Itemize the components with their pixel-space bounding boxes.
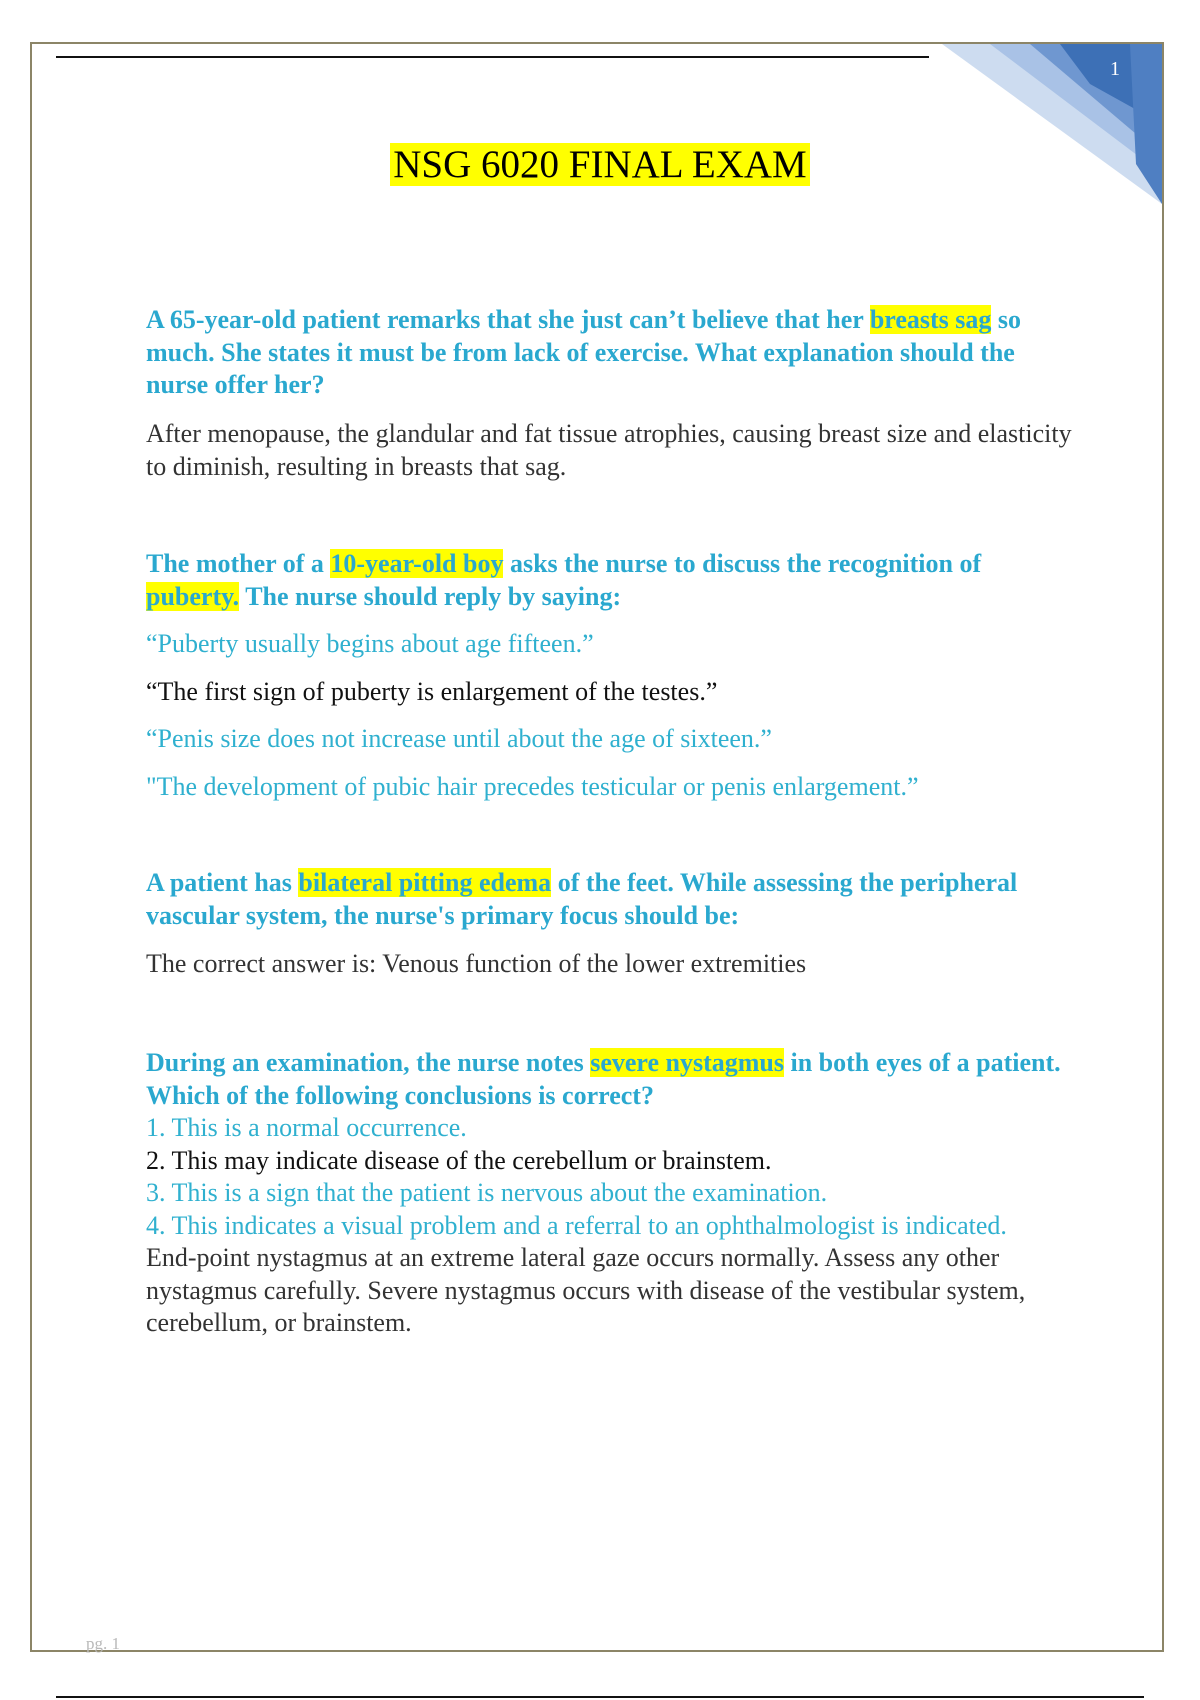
question-4-option-4: 4. This indicates a visual problem and a referral to an ophthalmologist is indicated. xyxy=(146,1210,1007,1240)
footer-rule xyxy=(56,1696,1144,1698)
question-2-prefix: The mother of a xyxy=(146,549,331,578)
question-2-option-3: “Penis size does not increase until about the age of sixteen.” xyxy=(146,724,772,753)
answer-3: The correct answer is: Venous function of the lower extremities xyxy=(146,949,807,978)
answer-1: After menopause, the glandular and fat tissue atrophies, causing breast size and elasticity to diminish, resulting in breasts that sag. xyxy=(146,419,1072,481)
question-2-middle: asks the nurse to discuss the recognition of xyxy=(503,549,982,578)
title-text: NSG 6020 FINAL EXAM xyxy=(390,143,809,186)
page-title xyxy=(0,142,1200,187)
question-2-option-4: "The development of pubic hair precedes testicular or penis enlargement.” xyxy=(146,772,919,801)
question-3-prefix: A patient has xyxy=(146,868,299,897)
question-4-options xyxy=(146,1112,1076,1340)
question-1 xyxy=(146,304,1080,402)
question-3 xyxy=(146,867,1080,932)
footer-page-label: pg. 1 xyxy=(86,1634,120,1653)
question-4-option-2-correct: 2. This may indicate disease of the cerebellum or brainstem. xyxy=(146,1145,772,1175)
question-2-highlight-puberty: puberty. xyxy=(146,581,240,611)
question-3-suffix: of the feet. While assessing the peripheral vascular system, the nurse's primary focus should be: xyxy=(146,868,1018,930)
question-4-option-1: 1. This is a normal occurrence. xyxy=(146,1113,467,1142)
question-1-suffix: so much. She states it must be from lack of exercise. What explanation should the nurse offer her? xyxy=(146,305,1022,399)
question-4-suffix: in both eyes of a patient. Which of the following conclusions is correct? xyxy=(146,1048,1061,1110)
question-4-highlight: severe nystagmus xyxy=(590,1048,784,1077)
question-1-highlight: breasts sag xyxy=(869,305,992,334)
page-border xyxy=(30,42,1164,1652)
question-4-option-3: 3. This is a sign that the patient is nervous about the examination. xyxy=(146,1178,828,1207)
question-2-option-2-correct: “The first sign of puberty is enlargement of the testes.” xyxy=(146,677,718,706)
question-4-explanation: End-point nystagmus at an extreme lateral gaze occurs normally. Assess any other nystagmus carefully. Severe nystagmus occurs with disease of the vestibular system, cerebellum, or brainstem. xyxy=(146,1243,1026,1337)
question-4-prefix: During an examination, the nurse notes xyxy=(146,1048,591,1077)
question-2-highlight-age: 10-year-old boy xyxy=(330,549,504,578)
question-2 xyxy=(146,548,1080,613)
question-1-prefix: A 65-year-old patient remarks that she just can’t believe that her xyxy=(146,305,870,334)
question-2-suffix: The nurse should reply by saying: xyxy=(239,581,622,611)
header-rule xyxy=(56,56,929,58)
question-2-option-1: “Puberty usually begins about age fifteen.” xyxy=(146,629,594,658)
question-4 xyxy=(146,1047,1080,1112)
question-3-highlight: bilateral pitting edema xyxy=(298,868,552,897)
page-number: 1 xyxy=(1110,58,1120,80)
